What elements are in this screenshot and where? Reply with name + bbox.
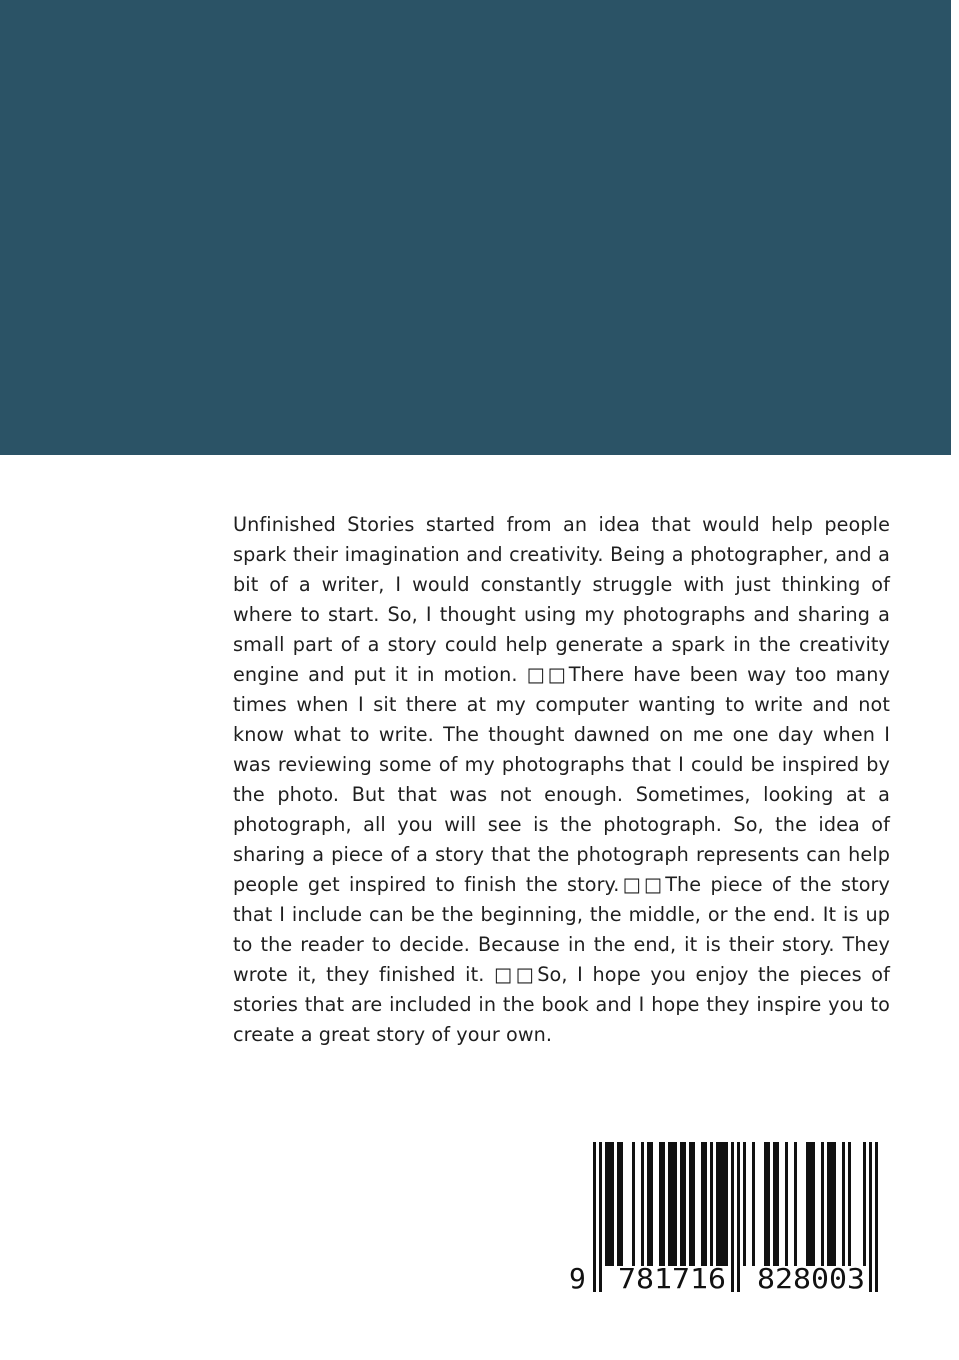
barcode-bar — [620, 1142, 623, 1266]
barcode-guard-bar — [593, 1142, 596, 1292]
barcode-bar — [722, 1142, 725, 1266]
barcode-bar — [671, 1142, 674, 1266]
barcode-bar — [821, 1142, 824, 1266]
cover-color-band — [0, 0, 951, 455]
barcode-guard-bar — [737, 1142, 740, 1292]
barcode-bar — [812, 1142, 815, 1266]
page-edge — [951, 0, 959, 1360]
barcode-bar — [680, 1142, 683, 1266]
barcode-bar — [689, 1142, 692, 1266]
barcode-bar — [776, 1142, 779, 1266]
barcode-bar — [704, 1142, 707, 1266]
barcode-bar — [692, 1142, 695, 1266]
isbn-barcode — [566, 1138, 892, 1298]
barcode-prefix-digit: 9 — [569, 1262, 586, 1295]
barcode-bar — [794, 1142, 797, 1266]
barcode-guard-bar — [731, 1142, 734, 1292]
barcode-bar — [641, 1142, 644, 1266]
barcode-bar — [611, 1142, 614, 1266]
barcode-bar — [767, 1142, 770, 1266]
barcode-left-group: 781716 — [618, 1262, 726, 1295]
barcode-bar — [617, 1142, 620, 1266]
barcode-bar — [650, 1142, 653, 1266]
barcode-bar — [632, 1142, 635, 1266]
barcode-bar — [830, 1142, 833, 1266]
barcode-right-group: 828003 — [757, 1262, 865, 1295]
barcode-bar — [701, 1142, 704, 1266]
barcode-bar — [719, 1142, 722, 1266]
barcode-bar — [785, 1142, 788, 1266]
barcode-bar — [848, 1142, 851, 1266]
barcode-bar — [683, 1142, 686, 1266]
barcode-bar — [773, 1142, 776, 1266]
barcode-bar — [716, 1142, 719, 1266]
barcode-guard-bar — [875, 1142, 878, 1292]
barcode-bar — [668, 1142, 671, 1266]
barcode-bar — [710, 1142, 713, 1266]
barcode-bar — [752, 1142, 755, 1266]
barcode-bar — [674, 1142, 677, 1266]
barcode-bar — [764, 1142, 767, 1266]
back-cover-blurb: Unfinished Stories started from an idea that would help people spark their imagination and creativity. Being a photographer, and a bit of a writer, I would constantly struggle with just thinking of where to start. So, I thought using my photographs and sharing a small part of a story could help generate a spark in the creativity engine and put it in motion. □□There have been way too many times when I sit there at my computer wanting to write and not know what to write. The thought dawned on me one day when I was reviewing some of my photographs that I could be inspired by the photo. But that was not enough. Sometimes, looking at a photograph, all you will see is the photograph. So, the idea of sharing a piece of a story that the photograph represents can help people get inspired to finish the story.□□The piece of the story that I include can be the beginning, the middle, or the end. It is up to the reader to decide. Because in the end, it is their story. They wrote it, they finished it. □□So, I hope you enjoy the pieces of stories that are included in the book and I hope they inspire you to create a great story of your own. — [233, 513, 890, 1046]
barcode-bar — [827, 1142, 830, 1266]
barcode-bar — [806, 1142, 809, 1266]
barcode-bar — [647, 1142, 650, 1266]
barcode-guard-bar — [599, 1142, 602, 1292]
barcode-bar — [662, 1142, 665, 1266]
barcode-bar — [863, 1142, 866, 1266]
barcode-bar — [743, 1142, 746, 1266]
barcode-bar — [605, 1142, 608, 1266]
barcode-bar — [809, 1142, 812, 1266]
barcode-bar — [842, 1142, 845, 1266]
barcode-bar — [833, 1142, 836, 1266]
barcode-bar — [608, 1142, 611, 1266]
barcode-bar — [725, 1142, 728, 1266]
barcode-bar — [659, 1142, 662, 1266]
barcode-guard-bar — [869, 1142, 872, 1292]
